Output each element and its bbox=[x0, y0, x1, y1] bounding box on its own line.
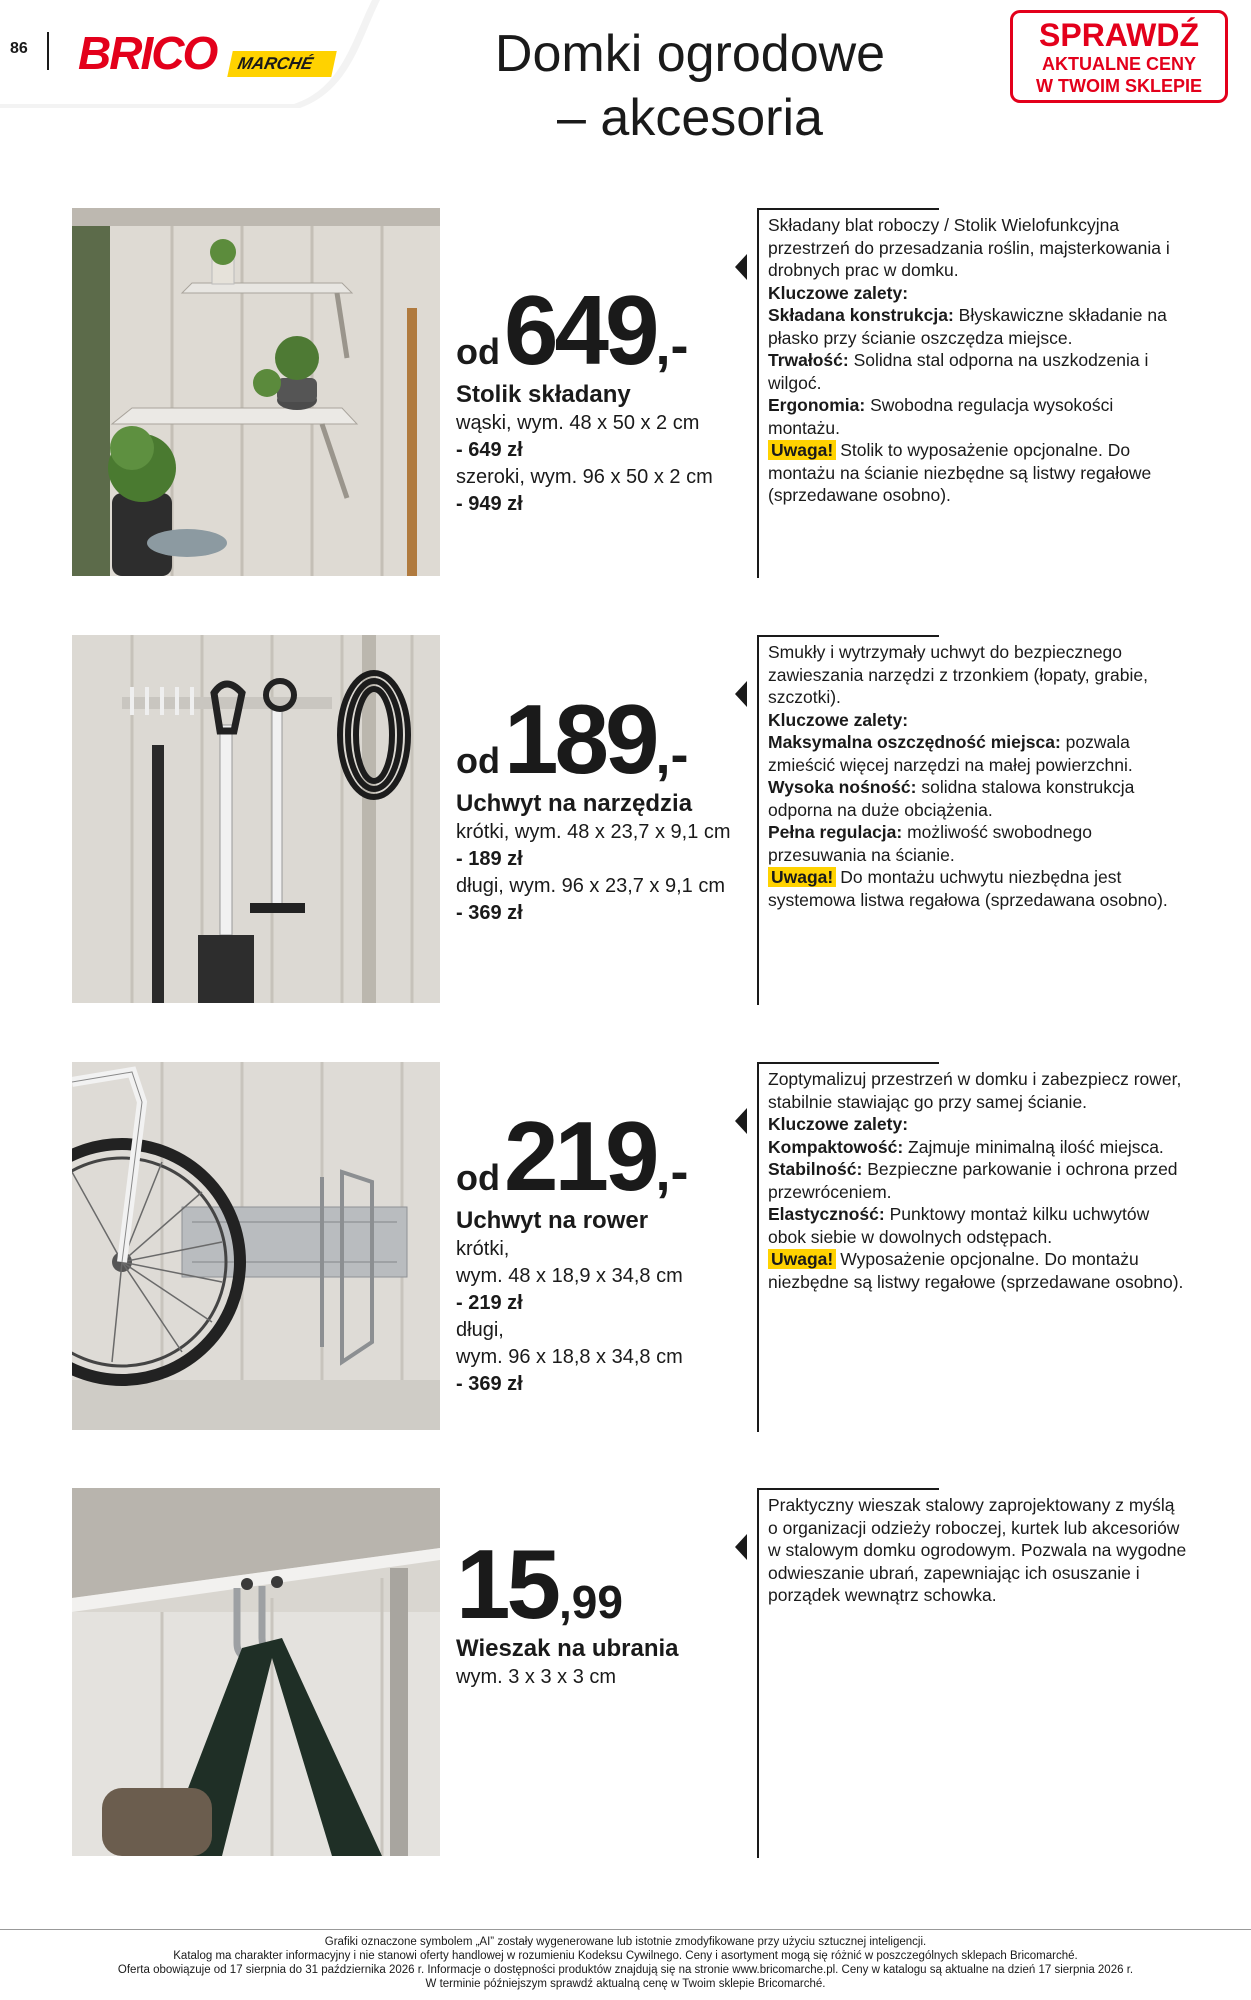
product-name: Stolik składany bbox=[456, 381, 631, 408]
variant-2: szeroki, wym. 96 x 50 x 2 cm bbox=[456, 466, 713, 488]
description-intro: Składany blat roboczy / Stolik Wielofunkcyjna przestrzeń do przesadzania roślin, majsterkowania i drobnych prac w domku. bbox=[768, 215, 1170, 280]
note bbox=[768, 1248, 1188, 1293]
price-block bbox=[456, 275, 746, 518]
variant-2: długi, wym. 96 x 23,7 x 9,1 cm bbox=[456, 875, 726, 897]
benefit-label: Składana konstrukcja: bbox=[768, 305, 954, 325]
benefit-text: solidna stalowa konstrukcja odporna na duże obciążenia. bbox=[768, 777, 1135, 820]
note-badge: Uwaga! bbox=[768, 440, 836, 460]
product-description bbox=[768, 1068, 1188, 1293]
frame-top-line bbox=[759, 635, 939, 637]
benefit-label: Maksymalna oszczędność miejsca: bbox=[768, 732, 1061, 752]
footer-line2: Katalog ma charakter informacyjny i nie stanowi oferty handlowej w rozumieniu Kodeksu Cywilnego. Ceny i asortyment mogą się różnić w poszczególnych sklepach Bricomarché. bbox=[173, 1950, 1078, 1962]
stamp-line2: AKTUALNE CENY bbox=[1041, 54, 1196, 74]
benefit-item bbox=[768, 349, 1188, 394]
price-block bbox=[456, 1529, 746, 1691]
benefit-text: Zajmuje minimalną ilość miejsca. bbox=[908, 1136, 1164, 1157]
price-cents: ,99 bbox=[559, 1576, 623, 1628]
benefit-text: pozwala zmieścić więcej narzędzi na małej powierzchni. bbox=[768, 732, 1133, 775]
note bbox=[768, 439, 1188, 507]
footer-line1: Grafiki oznaczone symbolem „AI” zostały wygenerowane lub istotnie zmodyfikowane przy użyciu sztucznej inteligencji. bbox=[324, 1936, 927, 1948]
check-prices-stamp bbox=[1010, 10, 1228, 103]
benefit-item bbox=[768, 1203, 1188, 1248]
price-suffix: ,- bbox=[655, 316, 689, 376]
variant-1-price: - 219 zł bbox=[456, 1292, 523, 1314]
page-footer bbox=[0, 1929, 1251, 2000]
frame-top-line bbox=[759, 1062, 939, 1064]
product-description bbox=[768, 214, 1188, 507]
variant-2-price: - 369 zł bbox=[456, 1373, 523, 1395]
variant-1: wąski, wym. 48 x 50 x 2 cm bbox=[456, 412, 700, 434]
note bbox=[768, 866, 1188, 911]
product-name: Uchwyt na rower bbox=[456, 1207, 649, 1234]
benefit-label: Wysoka nośność: bbox=[768, 777, 917, 797]
benefit-item bbox=[768, 821, 1188, 866]
variant-2: długi, bbox=[456, 1319, 504, 1341]
price-integer: 15 bbox=[456, 1529, 558, 1639]
benefits-heading: Kluczowe zalety: bbox=[768, 709, 909, 730]
benefit-label: Kompaktowość: bbox=[768, 1136, 904, 1157]
price-block bbox=[456, 684, 746, 927]
benefit-text: Punktowy montaż kilku uchwytów obok siebie w dowolnych odstępach. bbox=[768, 1204, 1150, 1247]
note-badge: Uwaga! bbox=[768, 867, 836, 887]
description-intro: Zoptymalizuj przestrzeń w domku i zabezpiecz rower, stabilnie stawiając go przy samej ścianie. bbox=[768, 1069, 1182, 1112]
variant-2-price: - 949 zł bbox=[456, 493, 523, 515]
page-number: 86 bbox=[10, 40, 28, 57]
price-integer: 219 bbox=[503, 1101, 656, 1211]
pointer-arrow-icon bbox=[735, 1534, 747, 1560]
stamp-line3: W TWOIM SKLEPIE bbox=[1036, 76, 1202, 96]
benefit-label: Ergonomia: bbox=[768, 395, 866, 415]
product-photo-bike-holder bbox=[72, 1062, 440, 1430]
price-prefix: od bbox=[456, 1157, 500, 1198]
benefit-label: Pełna regulacja: bbox=[768, 822, 903, 842]
pointer-arrow-icon bbox=[735, 1108, 747, 1134]
benefit-item bbox=[768, 394, 1188, 439]
page-header bbox=[0, 0, 1251, 150]
benefit-text: Solidna stal odporna na uszkodzenia i wilgoć. bbox=[768, 350, 1149, 393]
variant-1: krótki, wym. 48 x 23,7 x 9,1 cm bbox=[456, 821, 731, 843]
price-prefix: od bbox=[456, 331, 500, 372]
benefit-text: Swobodna regulacja wysokości montażu. bbox=[768, 395, 1114, 438]
benefit-label: Stabilność: bbox=[768, 1159, 863, 1179]
variant-1-price: - 189 zł bbox=[456, 848, 523, 870]
frame-top-line bbox=[759, 208, 939, 210]
benefits-heading: Kluczowe zalety: bbox=[768, 282, 909, 303]
variant-1-price: - 649 zł bbox=[456, 439, 523, 461]
pointer-arrow-icon bbox=[735, 681, 747, 707]
price-suffix: ,- bbox=[655, 725, 689, 785]
logo-marche-text: MARCHÉ bbox=[227, 51, 337, 77]
pointer-arrow-icon bbox=[735, 254, 747, 280]
product-photo-folding-table bbox=[72, 208, 440, 576]
product-name: Uchwyt na narzędzia bbox=[456, 790, 693, 817]
product-description bbox=[768, 1494, 1188, 1607]
price bbox=[456, 1101, 746, 1211]
variant-2-price: - 369 zł bbox=[456, 902, 523, 924]
price-block bbox=[456, 1101, 746, 1398]
logo-brico-text: BRICO bbox=[78, 27, 217, 79]
stamp-line1: SPRAWDŹ bbox=[1039, 17, 1199, 53]
bricomarche-logo bbox=[78, 26, 338, 80]
page-title-line1: Domki ogrodowe bbox=[494, 25, 886, 83]
product-photo-tool-holder bbox=[72, 635, 440, 1003]
price-suffix: ,- bbox=[655, 1142, 689, 1202]
product-clothes-hook bbox=[0, 1488, 1251, 1858]
product-photo-clothes-hook bbox=[72, 1488, 440, 1856]
description-intro: Smukły i wytrzymały uchwyt do bezpiecznego zawieszania narzędzi z trzonkiem (łopaty, grabie, szczotki). bbox=[768, 642, 1148, 707]
price bbox=[456, 1529, 746, 1639]
benefit-label: Trwałość: bbox=[768, 350, 849, 370]
note-text: Do montażu uchwytu niezbędna jest systemowa listwa regałowa (sprzedawana osobno). bbox=[768, 867, 1168, 910]
benefit-label: Elastyczność: bbox=[768, 1204, 885, 1224]
price-integer: 649 bbox=[503, 275, 656, 385]
frame-top-line bbox=[759, 1488, 939, 1490]
footer-line4: W terminie późniejszym sprawdź aktualną cenę w Twoim sklepie Bricomarché. bbox=[425, 1978, 826, 1990]
product-tool-holder bbox=[0, 635, 1251, 1005]
benefit-item bbox=[768, 731, 1188, 776]
price-integer: 189 bbox=[503, 684, 656, 794]
price bbox=[456, 684, 746, 794]
benefits-heading: Kluczowe zalety: bbox=[768, 1114, 909, 1134]
benefit-text: Bezpieczne parkowanie i ochrona przed przewróceniem. bbox=[768, 1159, 1178, 1202]
product-description bbox=[768, 641, 1188, 911]
product-name: Wieszak na ubrania bbox=[456, 1635, 679, 1662]
note-text: Wyposażenie opcjonalne. Do montażu niezbędne są listwy regałowe (sprzedawane osobno). bbox=[768, 1249, 1184, 1292]
header-divider bbox=[47, 32, 49, 70]
note-badge: Uwaga! bbox=[768, 1249, 836, 1269]
variant-1-dimensions: wym. 48 x 18,9 x 34,8 cm bbox=[456, 1265, 683, 1287]
benefit-text: Błyskawiczne składanie na płasko przy ścianie oszczędza miejsce. bbox=[768, 305, 1167, 348]
benefit-item bbox=[768, 304, 1188, 349]
product-bike-holder bbox=[0, 1062, 1251, 1432]
product-folding-table bbox=[0, 208, 1251, 578]
variant-2-dimensions: wym. 96 x 18,8 x 34,8 cm bbox=[456, 1346, 683, 1368]
price-prefix: od bbox=[456, 740, 500, 781]
benefit-item bbox=[768, 776, 1188, 821]
benefit-item bbox=[768, 1136, 1188, 1159]
variant-1: wym. 3 x 3 x 3 cm bbox=[456, 1666, 617, 1688]
benefit-text: możliwość swobodnego przesuwania na ścianie. bbox=[768, 822, 1092, 865]
footer-line3: Oferta obowiązuje od 17 sierpnia do 31 października 2026 r. Informacje o dostępności produktów znajdują się na stronie www.bricomarche.pl. Ceny w katalogu są aktualne na dzień 17 sierpnia 2026 r. bbox=[117, 1964, 1134, 1976]
note-text: Stolik to wyposażenie opcjonalne. Do montażu na ścianie niezbędne są listwy regałowe (sprzedawane osobno). bbox=[768, 440, 1152, 505]
variant-1: krótki, bbox=[456, 1238, 510, 1260]
price bbox=[456, 275, 746, 385]
page-title bbox=[430, 22, 950, 150]
benefit-item bbox=[768, 1158, 1188, 1203]
page-title-line2: – akcesoria bbox=[557, 89, 823, 147]
description-intro: Praktyczny wieszak stalowy zaprojektowany z myślą o organizacji odzieży roboczej, kurtek lub akcesoriów w stalowym domku ogrodowym. Pozwala na wygodne odwieszanie ubrań, zapewniając ich osuszanie i porządek wewnątrz schowka. bbox=[768, 1495, 1187, 1605]
